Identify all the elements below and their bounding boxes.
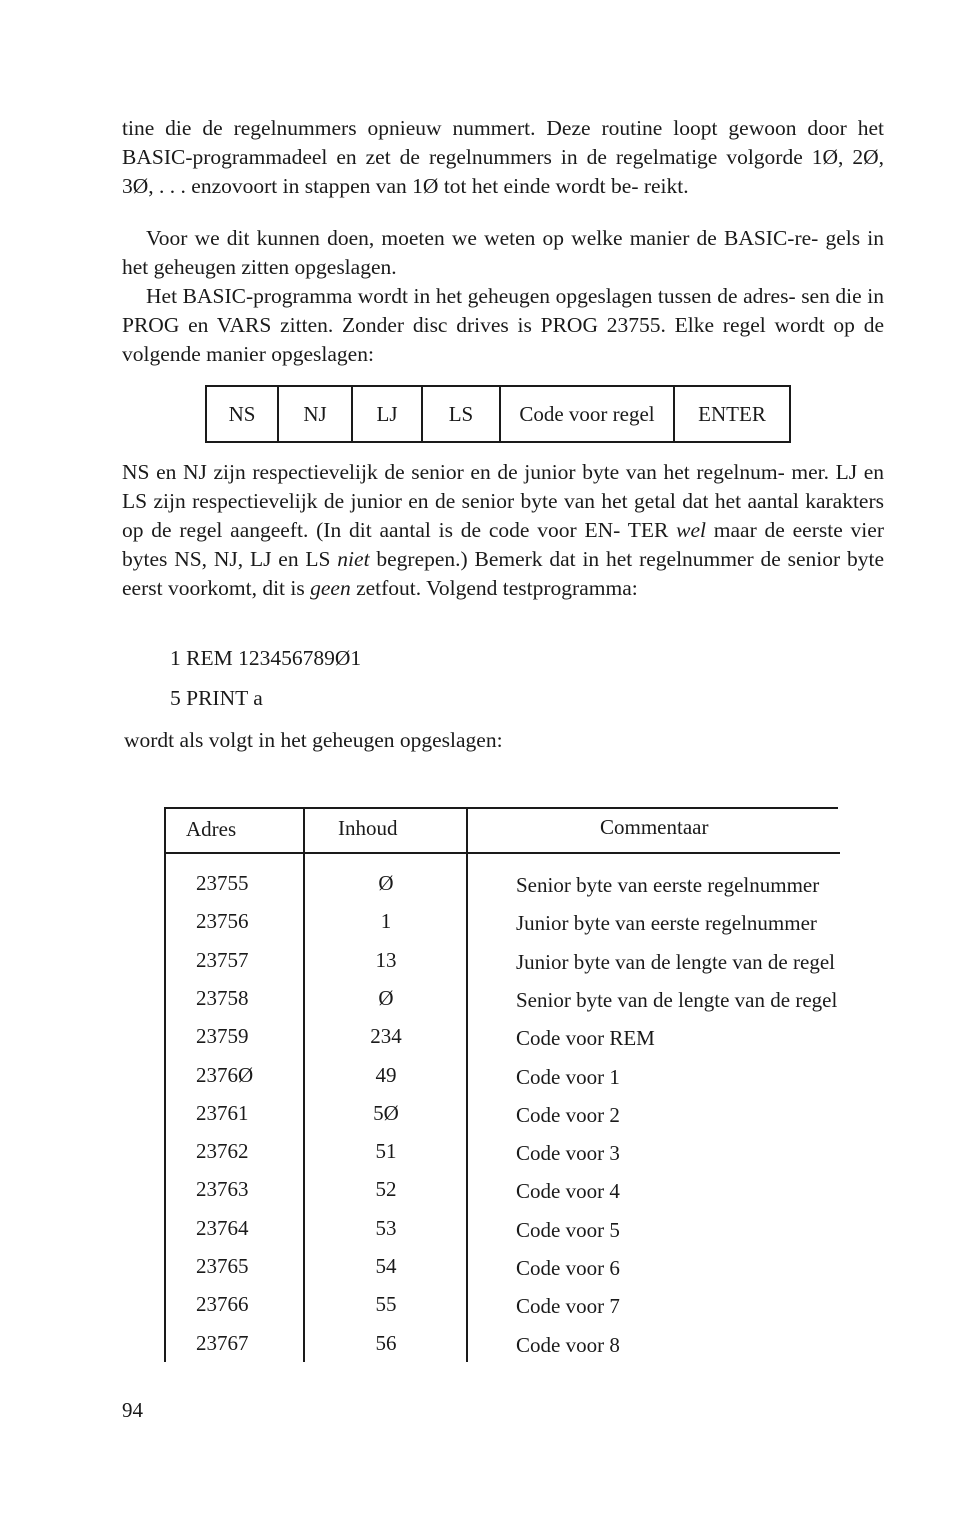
record-cell-lj: LJ xyxy=(353,387,423,441)
record-cell-enter: ENTER xyxy=(698,401,766,426)
table-cell-inhoud: 53 xyxy=(375,1216,397,1240)
table-cell-inhoud: Ø xyxy=(378,871,394,895)
program-line-2: 5 PRINT a xyxy=(170,686,263,710)
table-cell-inhoud: 5Ø xyxy=(373,1101,399,1125)
table-left-rule xyxy=(164,807,166,1362)
paragraph-stored-as: wordt als volgt in het geheugen opgeslagen: xyxy=(124,728,503,752)
table-cell-inhoud: 56 xyxy=(375,1331,397,1355)
table-cell-inhoud: 51 xyxy=(375,1139,397,1163)
table-cell-commentaar: Code voor 4 xyxy=(516,1179,620,1203)
table-cell-inhoud: Ø xyxy=(378,986,394,1010)
paragraph-storage xyxy=(122,282,884,369)
table-top-rule xyxy=(164,807,838,809)
table-cell-commentaar: Code voor 5 xyxy=(516,1218,620,1242)
explanation-part-a: NS en NJ zijn respectievelijk de senior en de junior byte van het regelnum- mer. LJ en LS zijn respectievelijk de junior en de senior byte van het getal dat het aantal karakters op de regel aangeeft. (In dit aantal is de code voor EN- TER xyxy=(122,460,884,542)
table-cell-adres: 2376Ø xyxy=(196,1063,254,1087)
table-cell-commentaar: Senior byte van de lengte van de regel xyxy=(516,988,838,1012)
table-cell-adres: 23763 xyxy=(196,1177,249,1201)
program-line-1: 1 REM 123456789Ø1 xyxy=(170,646,362,670)
table-cell-adres: 23757 xyxy=(196,948,249,972)
page-number: 94 xyxy=(122,1398,143,1422)
record-cell-ls: LS xyxy=(423,387,501,441)
table-cell-adres: 23767 xyxy=(196,1331,249,1355)
record-cell-ns: NS xyxy=(207,387,279,441)
table-cell-adres: 23764 xyxy=(196,1216,249,1240)
table-cell-commentaar: Senior byte van eerste regelnummer xyxy=(516,873,820,897)
table-cell-commentaar: Code voor 1 xyxy=(516,1065,620,1089)
table-cell-adres: 23755 xyxy=(196,871,249,895)
table-cell-inhoud: 49 xyxy=(375,1063,397,1087)
table-cell-adres: 23758 xyxy=(196,986,249,1010)
table-cell-inhoud: 1 xyxy=(380,909,392,933)
table-cell-commentaar: Code voor 3 xyxy=(516,1141,620,1165)
record-cell-nj: NJ xyxy=(279,387,353,441)
paragraph-before-text: Voor we dit kunnen doen, moeten we weten op welke manier de BASIC-re- gels in het geheugen zitten opgeslagen. xyxy=(122,226,884,279)
table-cell-inhoud: 234 xyxy=(370,1024,402,1048)
table-cell-adres: 23759 xyxy=(196,1024,249,1048)
header-inhoud: Inhoud xyxy=(338,816,398,840)
header-adres: Adres xyxy=(186,817,237,841)
table-cell-commentaar: Code voor 6 xyxy=(516,1256,620,1280)
table-col-rule-2 xyxy=(466,807,468,1362)
paragraph-before xyxy=(122,224,884,282)
table-cell-adres: 23761 xyxy=(196,1101,249,1125)
table-cell-inhoud: 13 xyxy=(375,948,397,972)
table-cell-inhoud: 55 xyxy=(375,1292,397,1316)
table-cell-commentaar: Code voor 2 xyxy=(516,1103,620,1127)
table-cell-adres: 23762 xyxy=(196,1139,249,1163)
header-commentaar: Commentaar xyxy=(600,815,709,839)
explanation-part-c: begrepen.) Bemerk dat in het regelnummer de senior byte eerst voorkomt, dit is xyxy=(122,547,884,600)
line-record-diagram xyxy=(205,385,791,443)
emphasis-geen: geen xyxy=(310,576,351,600)
paragraph-intro xyxy=(122,114,884,201)
explanation-part-b: maar de eerste vier bytes NS, NJ, LJ en LS xyxy=(122,518,884,571)
table-cell-inhoud: 52 xyxy=(375,1177,397,1201)
table-cell-commentaar: Junior byte van de lengte van de regel xyxy=(516,950,835,974)
explanation-part-d: zetfout. Volgend testprogramma: xyxy=(350,576,638,600)
table-cell-adres: 23756 xyxy=(196,909,249,933)
table-cell-commentaar: Code voor REM xyxy=(516,1026,655,1050)
table-cell-adres: 23766 xyxy=(196,1292,249,1316)
paragraph-intro-text: tine die de regelnummers opnieuw nummert. Deze routine loopt gewoon door het BASIC-programmadeel en zet de regelnummers in de regelmatige volgorde 1Ø, 2Ø, 3Ø, . . . enzovoort in stappen van 1Ø tot het einde wordt be- reikt. xyxy=(122,116,884,198)
record-cell-code: Code voor regel xyxy=(501,387,675,441)
table-header-rule xyxy=(164,852,840,854)
paragraph-storage-text: Het BASIC-programma wordt in het geheugen opgeslagen tussen de adres- sen die in PROG en VARS zitten. Zonder disc drives is PROG 23755. Elke regel wordt op de volgende manier opgeslagen: xyxy=(122,284,884,366)
table-cell-commentaar: Code voor 7 xyxy=(516,1294,620,1318)
table-cell-inhoud: 54 xyxy=(375,1254,397,1278)
paragraph-explanation xyxy=(122,458,884,603)
emphasis-wel: wel xyxy=(676,518,706,542)
table-cell-commentaar: Code voor 8 xyxy=(516,1333,620,1357)
table-cell-adres: 23765 xyxy=(196,1254,249,1278)
emphasis-niet: niet xyxy=(337,547,370,571)
table-cell-commentaar: Junior byte van eerste regelnummer xyxy=(516,911,817,935)
table-col-rule-1 xyxy=(303,807,305,1362)
